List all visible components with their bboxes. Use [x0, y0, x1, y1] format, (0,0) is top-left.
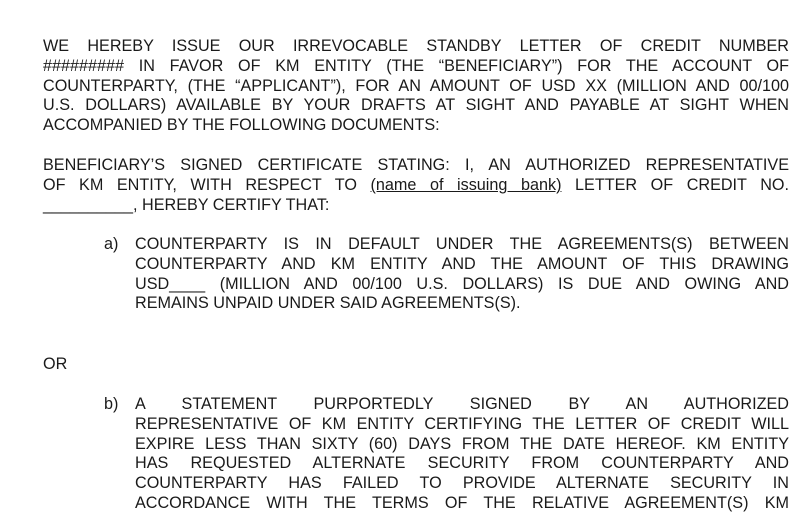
- paragraph-line: COUNTERPARTY, (THE “APPLICANT”), FOR AN AMOUNT OF USD XX (MILLION AND 00/100: [43, 76, 789, 95]
- item-line: A STATEMENT PURPORTEDLY SIGNED BY AN AUTHORIZED: [135, 395, 789, 413]
- item-line: COUNTERPARTY IS IN DEFAULT UNDER THE AGREEMENTS(S) BETWEEN: [135, 235, 789, 253]
- item-line: REPRESENTATIVE OF KM ENTITY CERTIFYING THE LETTER OF CREDIT WILL: [135, 414, 789, 433]
- or-separator: OR: [43, 355, 68, 373]
- paragraph-line: ######### IN FAVOR OF KM ENTITY (THE “BENEFICIARY”) FOR THE ACCOUNT OF: [43, 56, 789, 75]
- list-item-a: [104, 235, 789, 314]
- item-line: COUNTERPARTY HAS FAILED TO PROVIDE ALTERNATE SECURITY IN: [135, 474, 789, 493]
- paragraph-line-with-underline: [43, 176, 789, 196]
- issuing-bank-placeholder: (name of issuing bank): [370, 175, 562, 194]
- item-line: USD____ (MILLION AND 00/100 U.S. DOLLARS) IS DUE AND OWING AND: [135, 274, 789, 293]
- item-line: EXPIRE LESS THAN SIXTY (60) DAYS FROM THE DATE HEREOF. KM ENTITY: [135, 434, 789, 453]
- paragraph-line: U.S. DOLLARS) AVAILABLE BY YOUR DRAFTS AT SIGHT AND PAYABLE AT SIGHT WHEN: [43, 96, 789, 115]
- item-line: HAS REQUESTED ALTERNATE SECURITY FROM COUNTERPARTY AND: [135, 454, 789, 473]
- list-item-label: b): [104, 395, 119, 413]
- paragraph-line: BENEFICIARY’S SIGNED CERTIFICATE STATING: I, AN AUTHORIZED REPRESENTATIVE: [43, 156, 789, 174]
- paragraph-line: WE HEREBY ISSUE OUR IRREVOCABLE STANDBY LETTER OF CREDIT NUMBER: [43, 37, 789, 55]
- opening-paragraph: [43, 37, 789, 136]
- list-item-text: [135, 235, 789, 314]
- list-item-text: [135, 395, 789, 514]
- list-item-label: a): [104, 235, 119, 253]
- list-item-b: [104, 395, 789, 514]
- paragraph-line: __________, HEREBY CERTIFY THAT:: [43, 195, 330, 214]
- certificate-paragraph: [43, 156, 789, 215]
- text-fragment: LETTER OF CREDIT NO.: [561, 175, 789, 194]
- item-line: COUNTERPARTY AND KM ENTITY AND THE AMOUNT OF THIS DRAWING: [135, 254, 789, 273]
- paragraph-line: ACCOMPANIED BY THE FOLLOWING DOCUMENTS:: [43, 116, 440, 135]
- text-fragment: OF KM ENTITY, WITH RESPECT TO: [43, 175, 371, 194]
- item-line: ACCORDANCE WITH THE TERMS OF THE RELATIVE AGREEMENT(S) KM: [135, 493, 789, 512]
- item-line: REMAINS UNPAID UNDER SAID AGREEMENTS(S).: [135, 294, 521, 313]
